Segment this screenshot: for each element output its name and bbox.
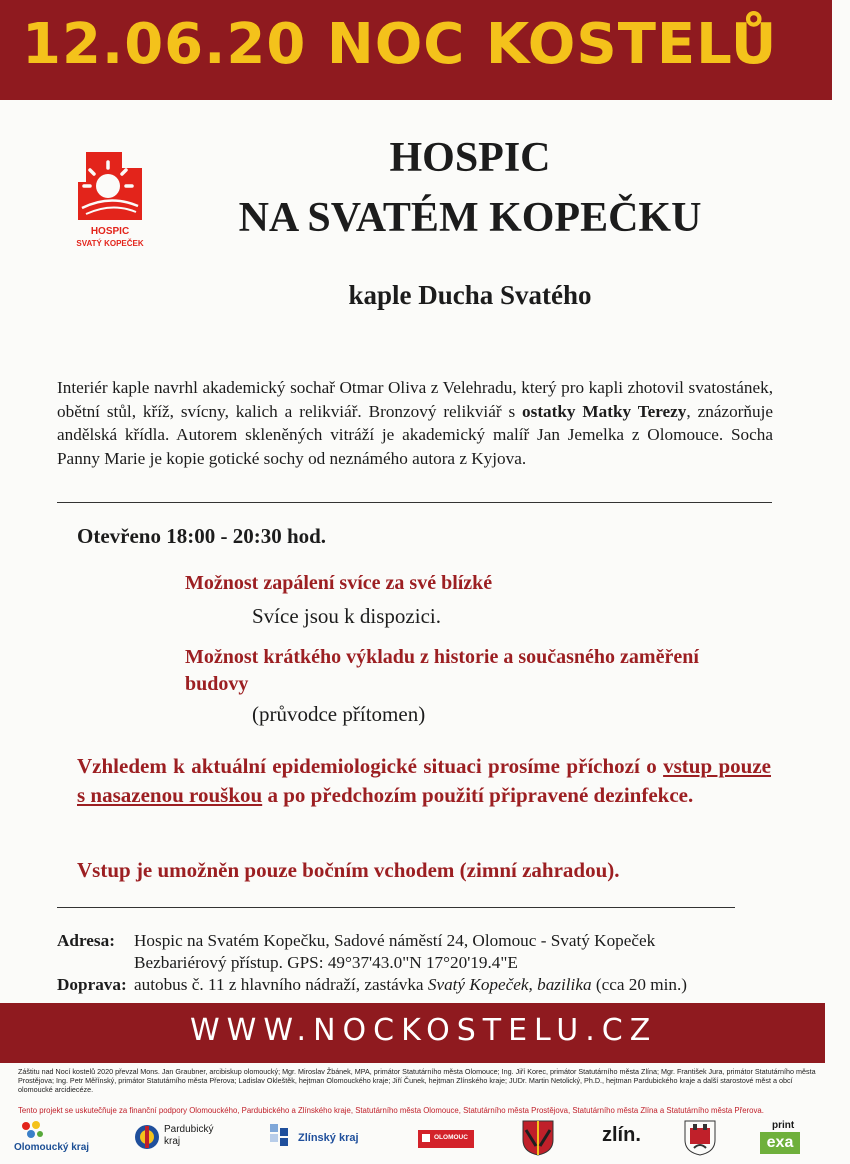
hospic-logo	[72, 148, 148, 252]
zlinsky-kraj-label: Zlínský kraj	[298, 1132, 359, 1144]
zlinsky-kraj-icon	[270, 1124, 296, 1148]
funding-text: Tento projekt se uskutečňuje za finanční podpory Olomouckého, Pardubického a Zlínského kraje, Statutárního města Olomouce, Statutárního města Prostějova, Statutárního města Zlína a Statutárního města Přerova.	[18, 1106, 764, 1115]
divider	[57, 907, 735, 908]
header-banner-text: 12.06.20 NOC KOSTELŮ	[22, 12, 778, 77]
logo-line2: SVATÝ KOPEČEK	[76, 239, 144, 248]
zlin-label: zlín.	[602, 1124, 641, 1146]
notice-pre: Vzhledem k aktuální epidemiologické situaci prosíme příchozí o	[77, 754, 664, 778]
olomouc-badge	[418, 1130, 474, 1148]
olomoucky-kraj-icon	[18, 1120, 46, 1142]
zlin-logo	[602, 1120, 650, 1156]
address-label: Adresa:	[57, 931, 115, 950]
olomoucky-kraj-logo	[14, 1120, 110, 1156]
notice-post: a po předchozím použití připravené dezinfekce.	[262, 783, 694, 807]
olomouc-logo	[418, 1120, 474, 1156]
header-banner	[0, 0, 832, 100]
prerov-coat-of-arms-icon	[684, 1120, 716, 1156]
transport-label: Doprava:	[57, 975, 127, 994]
address-line1: Hospic na Svatém Kopečku, Sadové náměstí 24, Olomouc - Svatý Kopeček	[134, 931, 656, 950]
print-label: print	[772, 1120, 795, 1131]
option-tour-title: Možnost krátkého výkladu z historie a současného zaměření budovy	[185, 646, 699, 695]
pardubicky-kraj-icon	[134, 1122, 160, 1152]
pardubicky-kraj-label1: Pardubický	[164, 1124, 214, 1135]
transport-pre: autobus č. 11 z hlavního nádraží, zastávka	[134, 975, 428, 994]
website-banner	[0, 1003, 825, 1063]
option-tour-note: (průvodce přítomen)	[252, 702, 426, 726]
pardubicky-kraj-logo	[134, 1120, 226, 1156]
option-candle-note: Svíce jsou k dispozici.	[252, 604, 441, 628]
address-line2: Bezbariérový přístup. GPS: 49°37'43.0"N 17°20'19.4"E	[134, 953, 518, 972]
exa-label: exa	[760, 1132, 800, 1154]
transport-stop: Svatý Kopeček, bazilika	[427, 975, 592, 994]
opening-hours: Otevřeno 18:00 - 20:30 hod.	[77, 524, 327, 548]
notice-underlined: vstup pouze s nasazenou rouškou	[77, 754, 771, 807]
pardubicky-kraj-label2: kraj	[164, 1136, 181, 1147]
olomoucky-kraj-label: Olomoucký kraj	[14, 1142, 90, 1153]
olomouc-label: OLOMOUC	[434, 1134, 468, 1141]
entry-info: Vstup je umožněn pouze bočním vchodem (zimní zahradou).	[77, 858, 620, 882]
zlinsky-kraj-logo	[270, 1120, 380, 1156]
description-part1: Interiér kaple navrhl akademický sochař Otmar Oliva z Velehradu, který pro kapli zhotovil svatostánek, obětní stůl, kříž, svícny, kalich a relikviář. Bronzový relikviář s	[57, 378, 773, 421]
description	[57, 376, 773, 470]
transport-post: (cca 20 min.)	[591, 975, 687, 994]
patronage-text: Záštitu nad Nocí kostelů 2020 převzal Mons. Jan Graubner, arcibiskup olomoucký; Mgr. Miroslav Žbánek, MPA, primátor Statutárního města Olomouce; Ing. Jiří Korec, primátor Statutárního města Zlína; Mgr. František Jura, primátor Statutárního města Prostějova; Ing. Petr Měřínský, primátor Statutárního města Přerova; Ladislav Okleštěk, hejtman Olomouckého kraje; Jiří Čunek, hejtman Zlínského kraje; JUDr. Martin Netolický, Ph.D., hejtman Pardubického kraje a další starostové měst a obcí olomoucké arcidiecéze.	[18, 1067, 816, 1094]
print-exa-logo	[760, 1120, 804, 1156]
subtitle: kaple Ducha Svatého	[348, 280, 592, 310]
title-line1: HOSPIC	[389, 135, 551, 181]
address-block	[57, 930, 817, 996]
description-bold: ostatky Matky Terezy	[522, 401, 687, 421]
covid-notice	[77, 752, 771, 810]
prostejov-coat-of-arms-icon	[522, 1120, 554, 1156]
option-candle-title: Možnost zapálení svíce za své blízké	[185, 572, 493, 594]
title-line2: NA SVATÉM KOPEČKU	[238, 195, 702, 241]
divider	[57, 502, 772, 503]
website-link[interactable]: WWW.NOCKOSTELU.CZ	[190, 1013, 658, 1048]
description-part2: , znázorňuje andělská křídla. Autorem skleněných vitráží je akademický malíř Jan Jemelka z Olomouce. Socha Panny Marie je kopie gotické sochy od neznámého autora z Kyjova.	[57, 401, 773, 468]
logo-line1: HOSPIC	[90, 226, 130, 237]
